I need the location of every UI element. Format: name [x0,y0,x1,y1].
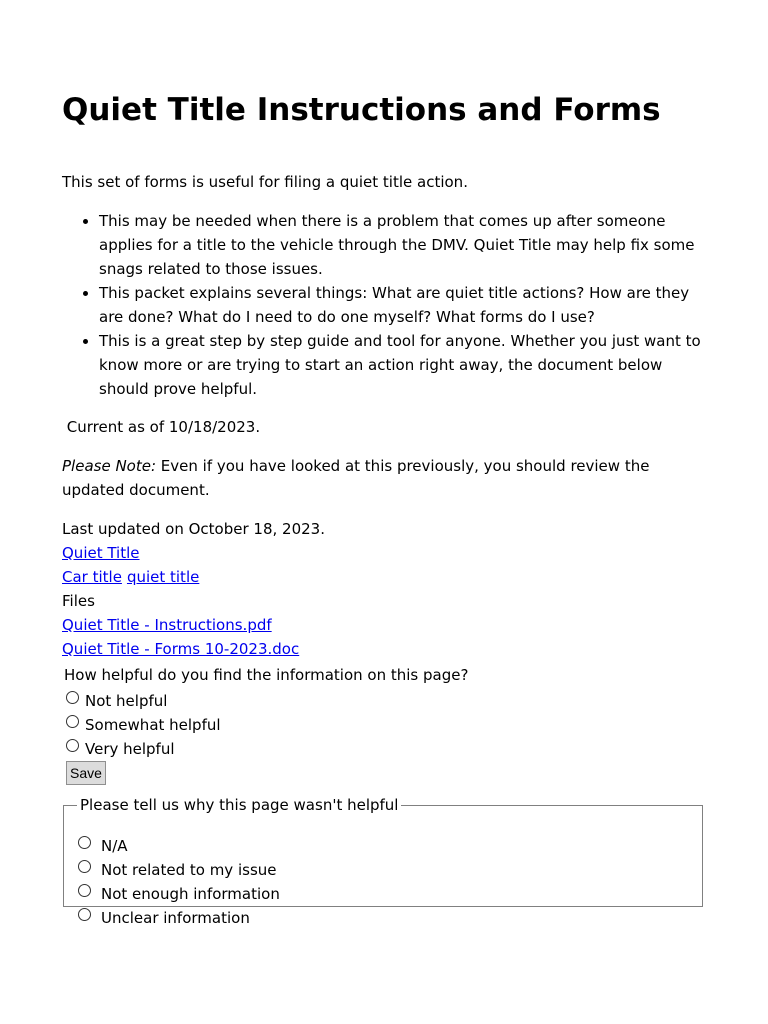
radio-button[interactable] [78,884,91,897]
reason-option-unclear[interactable] [76,906,280,930]
reasons-legend: Please tell us why this page wasn't helpful [80,796,399,814]
list-item: • This packet explains several things: What are quiet title actions? How are they are done? What do I need to do one myself? What forms do I use? [99,281,706,329]
radio-button[interactable] [66,691,79,704]
current-as-of-text: Current as of 10/18/2023. [66,418,261,436]
radio-button[interactable] [66,739,79,752]
option-label: Not enough information [101,885,280,903]
page-title: Quiet Title Instructions and Forms [62,92,661,128]
reasons-options [76,834,280,930]
option-label: Not helpful [85,692,168,710]
current-as-of [62,415,260,439]
files-label: Files [62,592,95,610]
list-item: • This is a great step by step guide and tool for anyone. Whether you just want to know more or are trying to start an action right away, the document below should prove helpful. [99,329,706,401]
file-link-instructions[interactable]: Quiet Title - Instructions.pdf [62,616,272,634]
radio-button[interactable] [66,715,79,728]
intro-text: This set of forms is useful for filing a quiet title action. [62,173,468,191]
feedback-form [64,663,704,785]
feedback-question: How helpful do you find the information on this page? [64,666,469,684]
note-label: Please Note: [62,457,157,475]
radio-button[interactable] [78,908,91,921]
option-label: Somewhat helpful [85,716,221,734]
list-item: • This may be needed when there is a problem that comes up after someone applies for a title to the vehicle through the DMV. Quiet Title may help fix some snags related to those issues. [99,209,706,281]
file-link-forms[interactable]: Quiet Title - Forms 10-2023.doc [62,640,300,658]
feedback-option-somewhat-helpful[interactable] [64,713,704,737]
reason-option-not-related[interactable] [76,858,280,882]
meta-section [62,517,702,661]
info-list [62,209,706,401]
category-link[interactable]: Quiet Title [62,544,140,562]
save-button[interactable]: Save [66,761,106,785]
tag-link-car-title[interactable]: Car title [62,568,122,586]
reasons-fieldset [63,795,703,927]
note-text: Even if you have looked at this previously, you should review the updated document. [62,457,650,499]
reason-option-not-enough-info[interactable] [76,882,280,906]
feedback-option-not-helpful[interactable] [64,689,704,713]
option-label: Very helpful [85,740,175,758]
option-label: N/A [101,837,128,855]
option-label: Unclear information [101,909,250,927]
last-updated: Last updated on October 18, 2023. [62,520,325,538]
radio-button[interactable] [78,860,91,873]
reason-option-na[interactable] [76,834,280,858]
feedback-option-very-helpful[interactable] [64,737,704,761]
tags [62,565,702,589]
note-paragraph [62,454,702,502]
tag-link-quiet-title[interactable]: quiet title [126,568,200,586]
option-label: Not related to my issue [101,861,277,879]
radio-button[interactable] [78,836,91,849]
